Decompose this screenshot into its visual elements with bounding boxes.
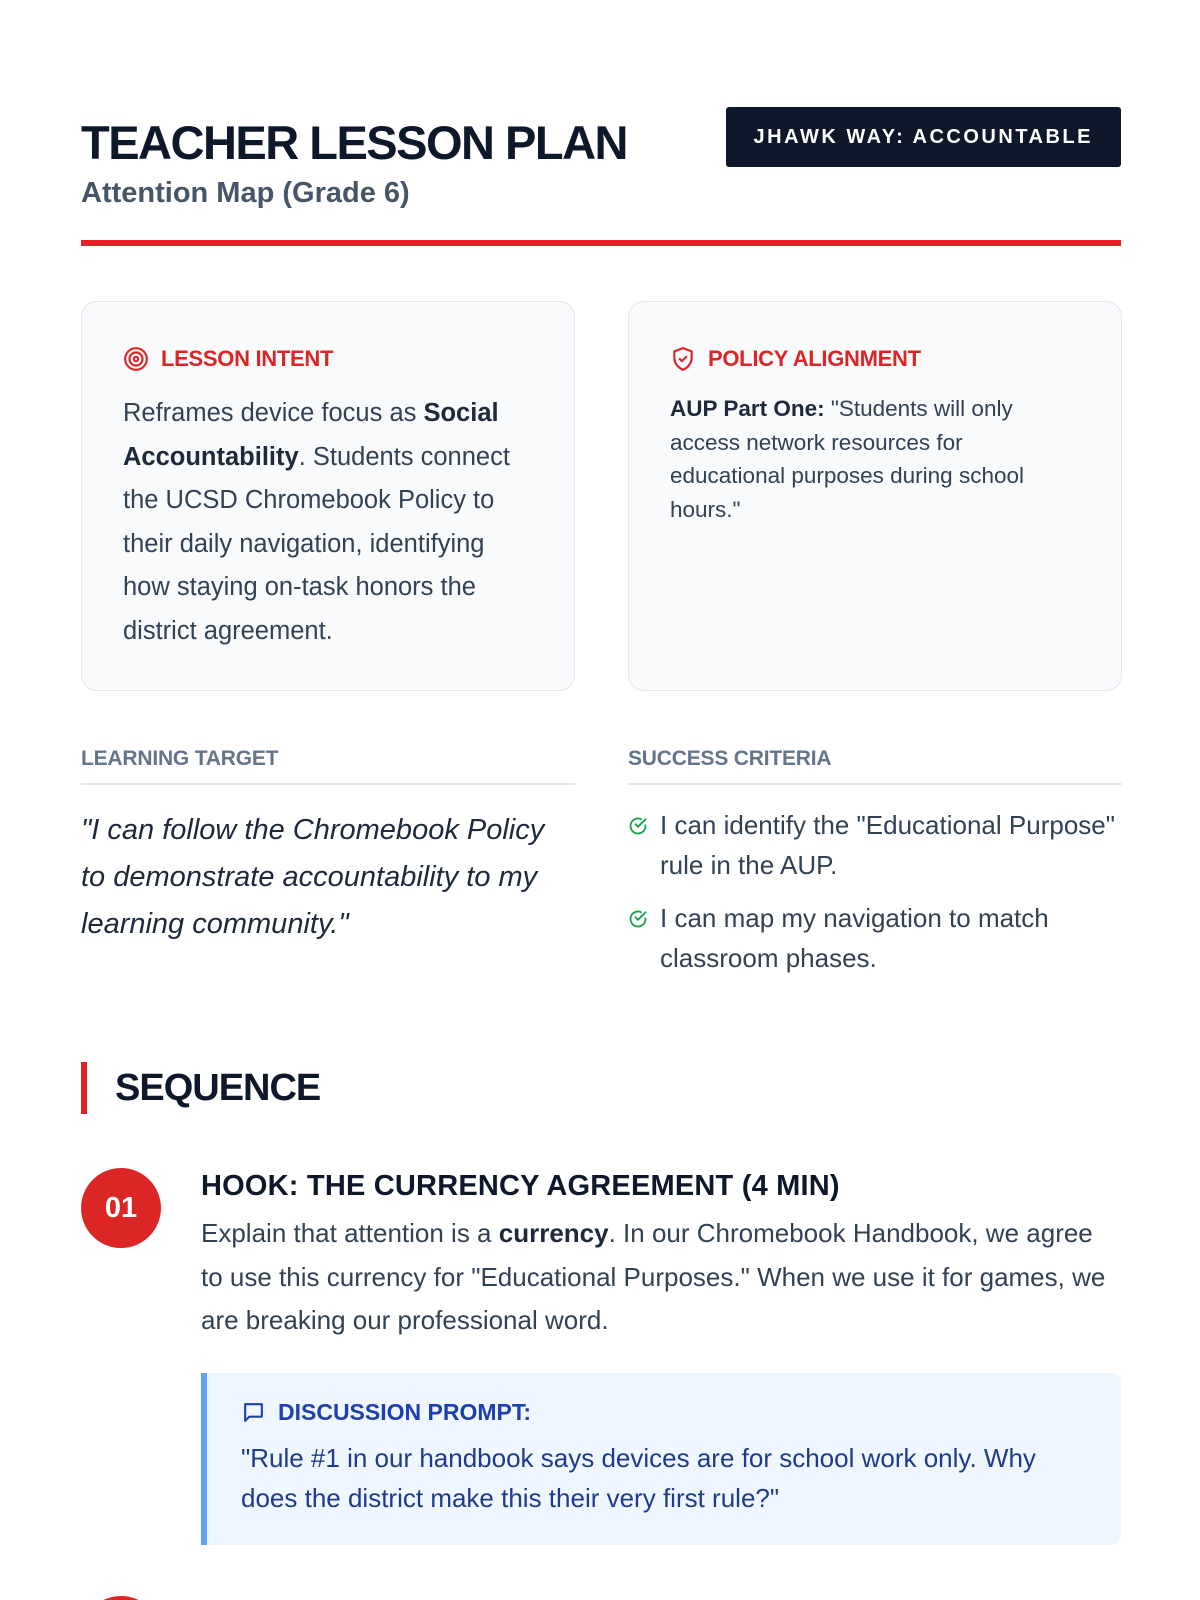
intent-text-start: Reframes device focus as: [123, 399, 424, 427]
lesson-intent-heading: [123, 346, 533, 372]
policy-alignment-label: POLICY ALIGNMENT: [708, 346, 921, 371]
aup-label: AUP Part One:: [670, 396, 825, 421]
criteria-item: [628, 805, 1122, 885]
criteria-item: [628, 898, 1122, 978]
policy-alignment-text: [670, 392, 1080, 526]
step-title: HOOK: THE CURRENCY AGREEMENT (4 MIN): [201, 1170, 840, 1202]
lesson-intent-text: [123, 392, 533, 653]
learning-target-quote: "I can follow the Chromebook Policy to demonstrate accountability to my learning community.": [81, 814, 545, 940]
discussion-prompt-text: "Rule #1 in our handbook says devices are for school work only. Why does the district make this their very first rule?": [241, 1442, 1036, 1513]
lesson-intent-card: [81, 301, 575, 691]
lesson-intent-label: LESSON INTENT: [161, 346, 334, 371]
intent-text-bold: Social Accountability: [123, 399, 499, 471]
learning-target-section: [81, 747, 575, 948]
discussion-prompt-label: DISCUSSION PROMPT:: [278, 1398, 532, 1425]
intent-text-end: . Students connect the UCSD Chromebook Policy to their daily navigation, identifying how staying on-task honors the district agreement.: [123, 442, 510, 645]
page-title: TEACHER LESSON PLAN: [81, 116, 627, 169]
policy-alignment-card: [628, 301, 1122, 691]
next-step-number-badge: [81, 1596, 161, 1600]
shield-check-icon: [670, 346, 696, 372]
step-content: [201, 1168, 1121, 1545]
success-criteria-list: [628, 805, 1122, 978]
criteria-text: I can map my navigation to match classroom phases.: [660, 903, 1049, 973]
check-circle-icon: [628, 909, 648, 929]
header-divider: [81, 240, 1121, 246]
learning-target-label: LEARNING TARGET: [81, 747, 575, 785]
page-header: [81, 100, 1121, 210]
success-criteria-section: [628, 747, 1122, 991]
check-circle-icon: [628, 816, 648, 836]
policy-alignment-heading: [670, 346, 1080, 372]
title-row: [81, 100, 1121, 167]
step-body: [201, 1212, 1121, 1343]
page-subtitle: Attention Map (Grade 6): [81, 177, 410, 209]
step-body-bold: currency: [498, 1218, 609, 1248]
criteria-text: I can identify the "Educational Purpose" rule in the AUP.: [660, 810, 1115, 880]
step-body-end: . In our Chromebook Handbook, we agree to use this currency for "Educational Purposes." When we use it for games, we are breaking our professional word.: [201, 1218, 1106, 1335]
target-icon: [123, 346, 149, 372]
discussion-prompt-box: [201, 1373, 1121, 1545]
jhawk-way-badge: JHAWK WAY: ACCOUNTABLE: [726, 107, 1121, 167]
sequence-heading: SEQUENCE: [81, 1062, 320, 1114]
success-criteria-label: SUCCESS CRITERIA: [628, 747, 1122, 785]
step-body-start: Explain that attention is a: [201, 1218, 499, 1248]
step-number-badge: 01: [81, 1168, 161, 1248]
discussion-prompt-heading: [241, 1399, 1087, 1426]
aup-quote: "Students will only access network resources for educational purposes during school hours.": [670, 396, 1024, 522]
chat-bubble-icon: [241, 1400, 266, 1425]
